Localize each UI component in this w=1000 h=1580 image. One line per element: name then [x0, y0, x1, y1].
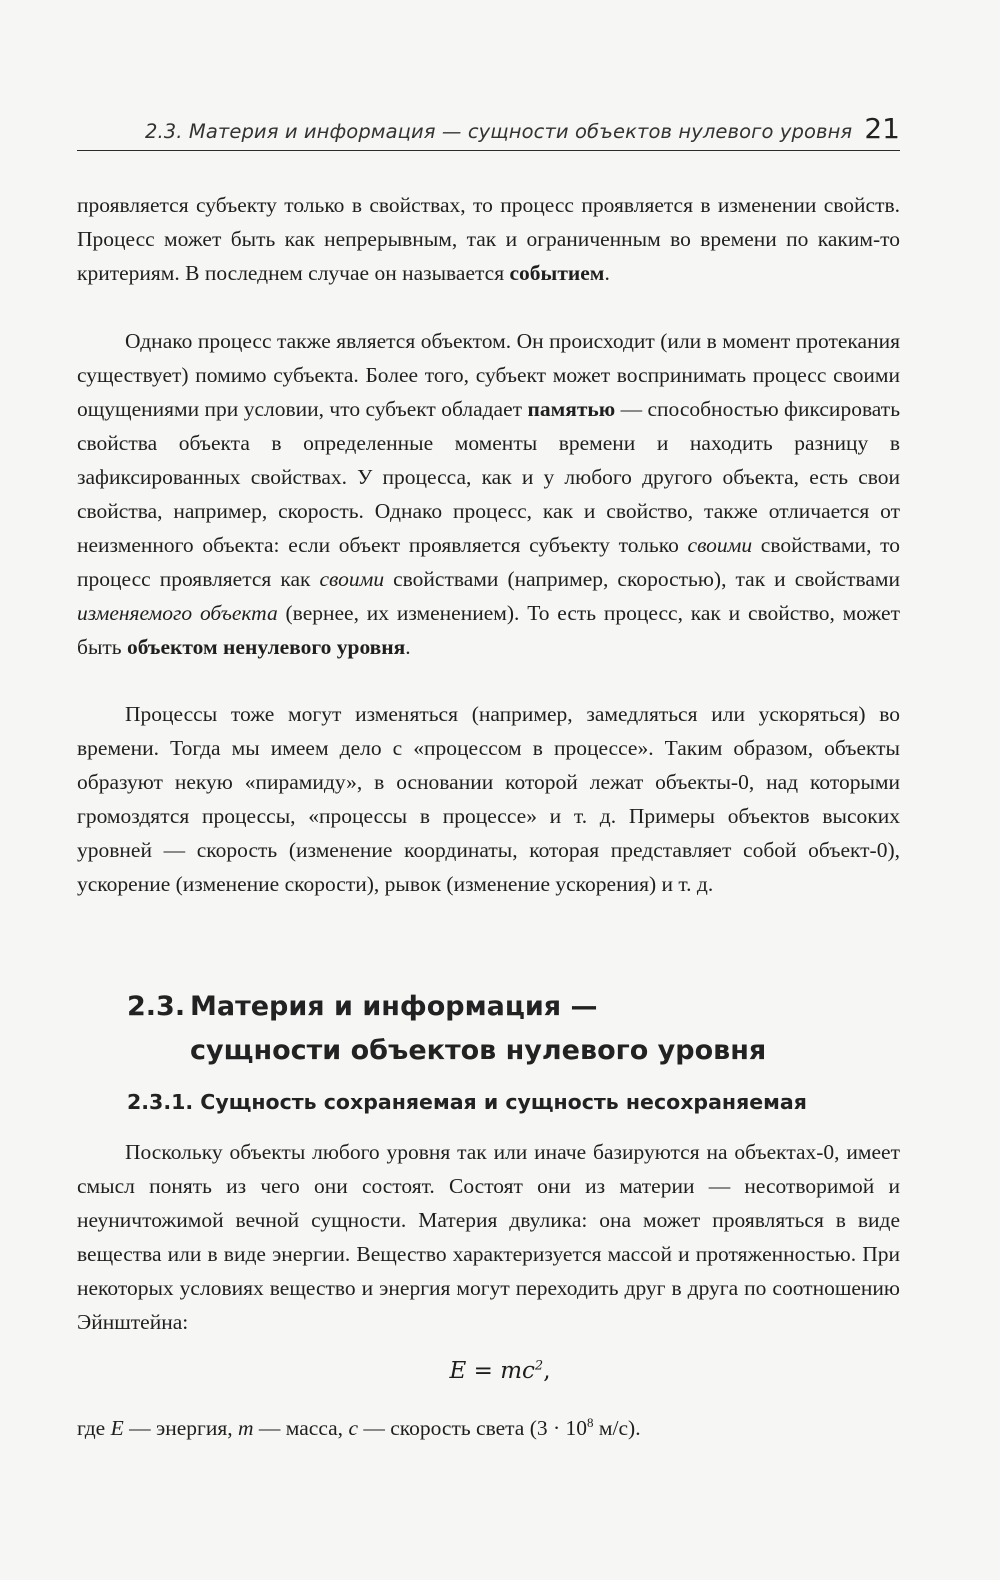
running-header [77, 110, 900, 151]
paragraph-2 [77, 324, 900, 664]
exponent: 8 [587, 1414, 594, 1430]
math-variable: c [348, 1416, 358, 1440]
text-run: свойствами, то процесс проявляется как [77, 533, 900, 591]
section-title-line-2: сущности объектов нулевого уровня [190, 1035, 767, 1066]
text-run: Однако процесс также является объектом. Он происходит (или в момент протекания существует) помимо субъекта. Более того, субъект может воспринимать процесс своими ощущениями при условии, что субъект обладает [77, 329, 900, 421]
text-run: где [77, 1416, 111, 1440]
text-run: — скорость света (3 · 10 [357, 1416, 588, 1440]
text-run: . [405, 635, 411, 659]
paragraph-4-text: Поскольку объекты любого уровня так или иначе базируются на объектах-0, имеет смысл понять из чего они состоят. Состоят они из материи — несотворимой и неуничтожимой вечной сущности. Материя двулика: она может проявляться в виде вещества или в виде энергии. Вещество характеризуется массой и протяженностью. При некоторых условиях вещество и энергия могут переходить друг в друга по соотношению Эйнштейна: [77, 1140, 900, 1334]
bold-term: памятью [527, 397, 616, 421]
formula-lhs: E [449, 1358, 467, 1384]
paragraph-3-text: Процессы тоже могут изменяться (например, замедляться или ускоряться) во времени. Тогда мы имеем дело с «процессом в процессе». Таким образом, объекты образуют некую «пирамиду», в основании которой лежат объекты-0, над которыми громоздятся процессы, «процессы в процессе» и т. д. Примеры объектов высоких уровней — скорость (изменение координаты, которая представляет собой объект-0), ускорение (изменение скорости), рывок (изменение ускорения) и т. д. [77, 702, 900, 896]
section-heading [127, 985, 766, 1073]
paragraph-5 [77, 1411, 900, 1445]
subsection-heading: 2.3.1. Сущность сохраняемая и сущность несохраняемая [127, 1090, 807, 1114]
formula-rhs: mc [500, 1358, 535, 1384]
paragraph-4 [77, 1135, 900, 1339]
math-variable: E [110, 1416, 124, 1440]
formula-comma: , [543, 1358, 551, 1384]
paragraph-3 [77, 697, 900, 901]
math-variable: m [238, 1416, 254, 1440]
formula-exponent: 2 [534, 1358, 544, 1374]
text-run: . [604, 261, 610, 285]
formula-equals: = [466, 1358, 501, 1384]
text-run: свойствами (например, скоростью), так и свойствами [384, 567, 900, 591]
bold-term: событием [509, 261, 605, 285]
paragraph-1 [77, 188, 900, 290]
text-run: (вернее, их изменением). То есть процесс, как и свойство, может быть [77, 601, 900, 659]
text-run: — способностью фиксировать свойства объекта в определенные моменты времени и находить разницу в зафиксированных свойствах. У процесса, как и у любого другого объекта, есть свои свойства, например, скорость. Однако процесс, как и свойство, также отличается от неизменного объекта: если объект проявляется субъекту только [77, 397, 900, 557]
section-number: 2.3. [127, 991, 186, 1022]
italic-term: изменяемого объекта [77, 601, 278, 625]
einstein-formula [0, 1358, 1000, 1384]
bold-term: объектом ненулевого уровня [126, 635, 406, 659]
italic-term: своими [319, 567, 385, 591]
text-run: проявляется субъекту только в свойствах, то процесс проявляется в изменении свойств. Процесс может быть как непрерывным, так и ограниченным во времени по каким-то критериям. В последнем случае он называется [77, 193, 900, 285]
page-number: 21 [864, 112, 900, 145]
text-run: — масса, [253, 1416, 349, 1440]
text-run: м/с). [593, 1416, 641, 1440]
section-title-line-1: Материя и информация — [190, 991, 598, 1022]
text-run: — энергия, [123, 1416, 238, 1440]
running-header-title: 2.3. Материя и информация — сущности объектов нулевого уровня [145, 120, 853, 143]
italic-term: своими [687, 533, 753, 557]
